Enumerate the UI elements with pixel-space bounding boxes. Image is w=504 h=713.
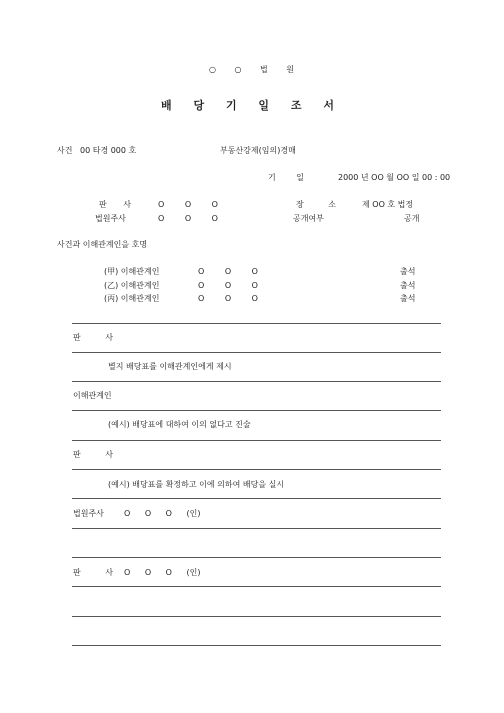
ruled-line — [72, 410, 441, 411]
party-status: 출석 — [400, 267, 416, 276]
ruled-line — [72, 440, 441, 441]
judge-signature-name: O O O (인) — [124, 568, 201, 577]
parties-text: (예시) 배당표에 대하여 이의 없다고 진술 — [108, 420, 251, 429]
party-status: 출석 — [400, 294, 416, 303]
judge-label: 판 사 — [99, 200, 131, 209]
party-name: O O O — [198, 294, 258, 303]
ruled-line — [72, 645, 441, 646]
public-label: 공개여부 — [293, 214, 324, 223]
case-type: 부동산강제(임의)경매 — [220, 146, 296, 155]
ruled-line — [72, 352, 441, 353]
ruled-line — [72, 381, 441, 382]
party-label: (甲) 이해관계인 — [104, 267, 160, 276]
date-label: 기 일 — [268, 173, 304, 182]
party-label: (丙) 이해관계인 — [104, 294, 160, 303]
public-value: 공개 — [404, 214, 420, 223]
ruled-line — [72, 323, 441, 324]
party-status: 출석 — [400, 281, 416, 290]
ruled-line — [72, 469, 441, 470]
judge1-label: 판 사 — [73, 333, 113, 342]
ruled-line — [72, 498, 441, 499]
party-name: O O O — [198, 267, 258, 276]
clerk-signature-label: 법원주사 — [73, 509, 104, 518]
judge-name: O O O — [158, 200, 218, 209]
clerk-label: 법원주사 — [95, 214, 126, 223]
case-label: 사건 — [57, 146, 73, 155]
party-label: (乙) 이해관계인 — [104, 281, 160, 290]
clerk-name: O O O — [158, 214, 218, 223]
place-label: 장 소 — [296, 200, 336, 209]
judge-signature-label: 판 사 — [73, 568, 113, 577]
ruled-line — [72, 586, 441, 587]
ruled-line — [72, 557, 441, 558]
ruled-line — [72, 528, 441, 529]
document-title: 배 당 기 일 조 서 — [161, 99, 343, 112]
court-name: ○ ○ 법 원 — [208, 65, 296, 74]
parties-heading: 사건과 이해관계인을 호명 — [57, 240, 148, 249]
case-number: 00 타경 000 호 — [80, 146, 137, 155]
judge1-text: 별지 배당표를 이해관계인에게 제시 — [108, 362, 232, 371]
clerk-signature-name: O O O (인) — [124, 509, 201, 518]
place-value: 제 OO 호 법정 — [362, 200, 414, 209]
parties-label: 이해관계인 — [73, 391, 112, 400]
ruled-line — [72, 616, 441, 617]
party-name: O O O — [198, 281, 258, 290]
judge2-text: (예시) 배당표를 확정하고 이에 의하여 배당을 실시 — [108, 480, 285, 489]
date-value: 2000 년 OO 월 OO 일 00 : 00 — [338, 173, 451, 182]
judge2-label: 판 사 — [73, 450, 113, 459]
